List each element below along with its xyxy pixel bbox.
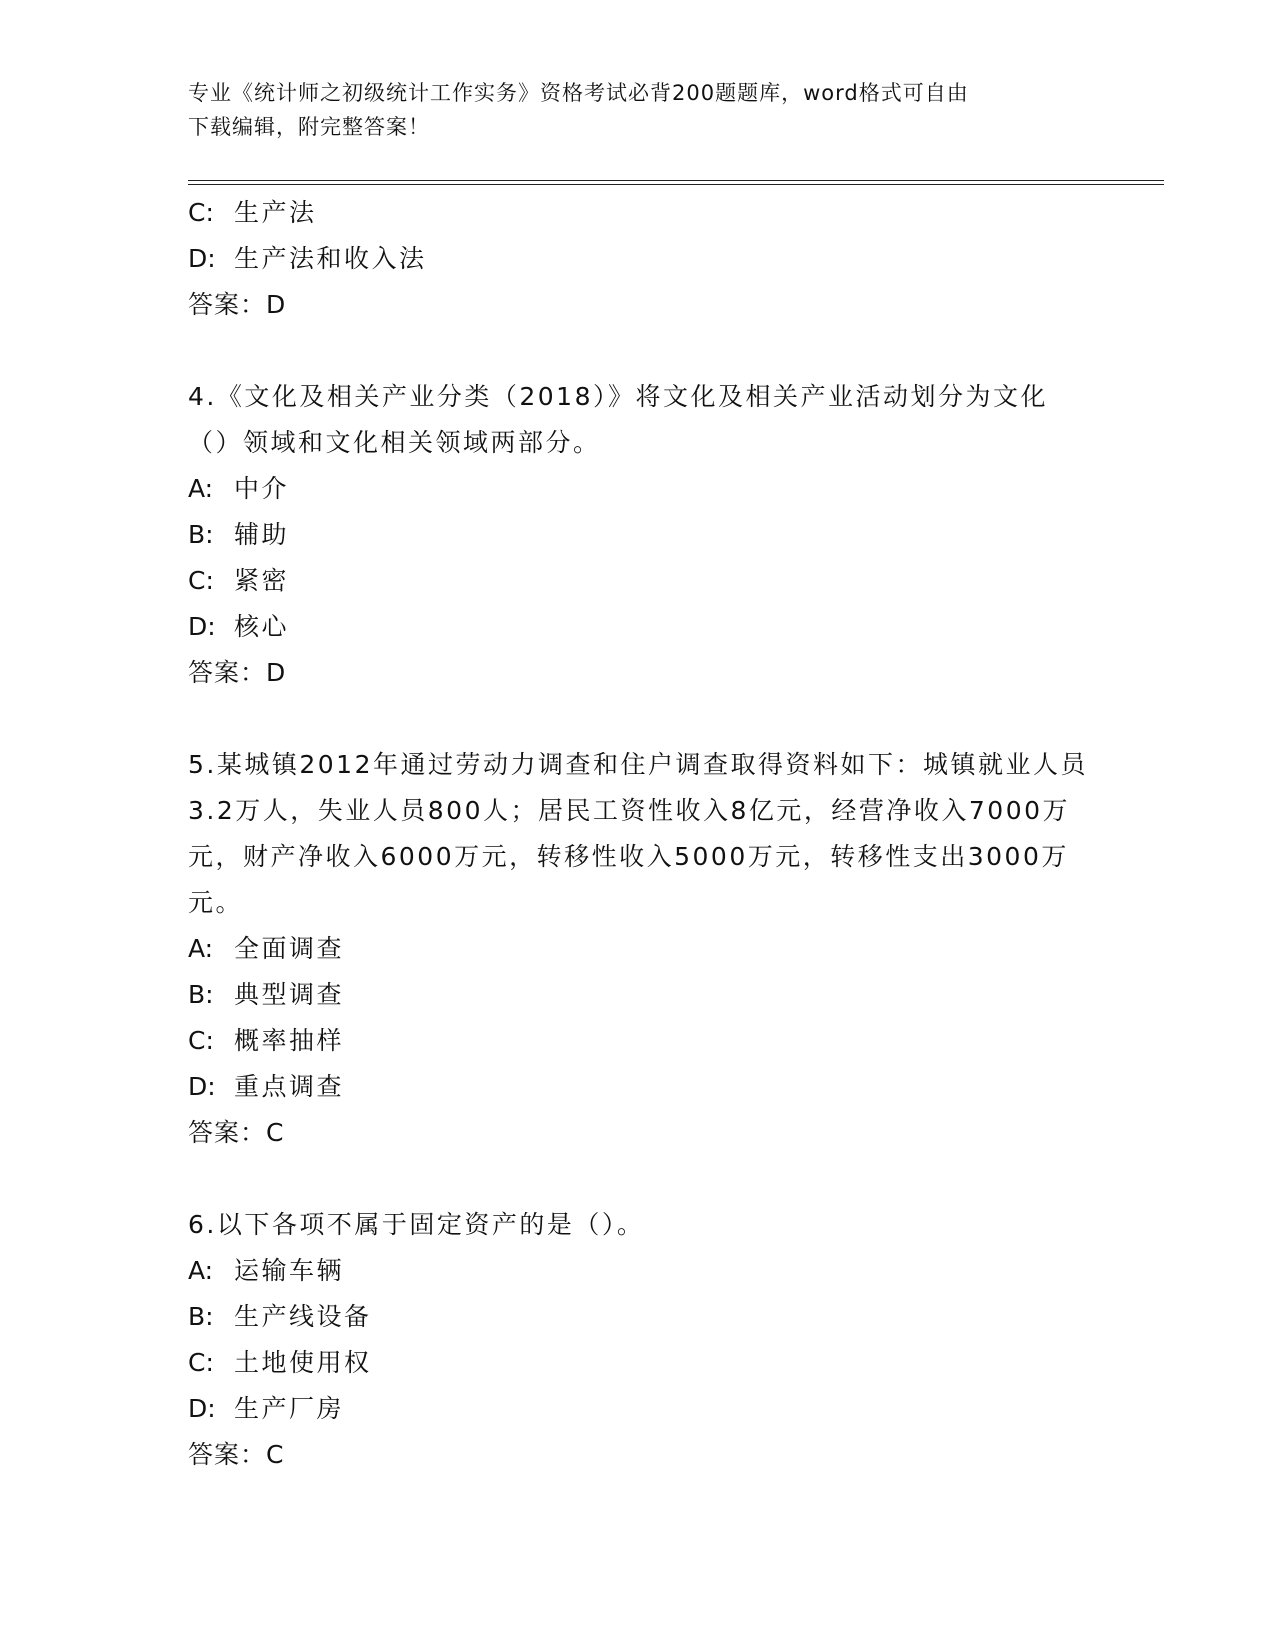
header-divider-top	[188, 180, 1164, 181]
option-b	[188, 1294, 1088, 1340]
option-a	[188, 466, 1088, 512]
option-letter: D:	[188, 612, 216, 641]
question-text: 6.以下各项不属于固定资产的是（）。	[188, 1210, 645, 1239]
spacer	[188, 1156, 1088, 1202]
option-letter: C:	[188, 198, 214, 227]
question-3-tail	[188, 190, 1088, 328]
spacer	[188, 696, 1088, 742]
option-text: 全面调查	[234, 934, 345, 963]
question-text: 5.某城镇2012年通过劳动力调查和住户调查取得资料如下：城镇就业人员3.2万人，失业人员800人；居民工资性收入8亿元，经营净收入7000万元，财产净收入6000万元，转移性收入5000万元，转移性支出3000万元。	[188, 750, 1088, 917]
answer-line	[188, 1110, 1088, 1156]
option-c	[188, 190, 1088, 236]
question-5	[188, 742, 1088, 1156]
answer-label: 答案：	[188, 1118, 267, 1147]
option-text: 生产线设备	[234, 1302, 372, 1331]
option-text: 运输车辆	[234, 1256, 345, 1285]
option-d	[188, 1064, 1088, 1110]
answer-line	[188, 650, 1088, 696]
option-letter: B:	[188, 1302, 214, 1331]
option-text: 核心	[234, 612, 290, 641]
answer-value: C	[266, 1440, 285, 1469]
option-letter: C:	[188, 1348, 214, 1377]
question-6	[188, 1202, 1088, 1478]
option-letter: C:	[188, 1026, 214, 1055]
option-text: 重点调查	[234, 1072, 345, 1101]
option-b	[188, 972, 1088, 1018]
option-letter: C:	[188, 566, 214, 595]
answer-value: C	[266, 1118, 285, 1147]
option-a	[188, 926, 1088, 972]
header-line-1: 专业《统计师之初级统计工作实务》资格考试必背200题题库，word格式可自由	[188, 81, 969, 105]
page-header	[188, 76, 1068, 144]
option-text: 概率抽样	[234, 1026, 345, 1055]
option-letter: D:	[188, 1394, 216, 1423]
option-b	[188, 512, 1088, 558]
option-a	[188, 1248, 1088, 1294]
option-text: 中介	[234, 474, 290, 503]
option-letter: A:	[188, 1256, 214, 1285]
spacer	[188, 328, 1088, 374]
question-4	[188, 374, 1088, 696]
option-letter: B:	[188, 520, 214, 549]
option-text: 典型调查	[234, 980, 345, 1009]
option-c	[188, 1340, 1088, 1386]
option-letter: D:	[188, 1072, 216, 1101]
option-letter: B:	[188, 980, 214, 1009]
header-divider-bottom	[188, 184, 1164, 185]
header-line-2: 下载编辑，附完整答案！	[188, 115, 430, 139]
option-letter: D:	[188, 244, 216, 273]
option-text: 土地使用权	[234, 1348, 372, 1377]
option-text: 辅助	[234, 520, 290, 549]
answer-label: 答案：	[188, 290, 267, 319]
answer-label: 答案：	[188, 658, 267, 687]
option-text: 紧密	[234, 566, 290, 595]
answer-label: 答案：	[188, 1440, 267, 1469]
answer-value: D	[266, 658, 287, 687]
option-text: 生产法和收入法	[234, 244, 427, 273]
option-text: 生产厂房	[234, 1394, 345, 1423]
option-letter: A:	[188, 474, 214, 503]
question-text: 4.《文化及相关产业分类（2018）》将文化及相关产业活动划分为文化（）领域和文化相关领域两部分。	[188, 382, 1048, 457]
option-c	[188, 1018, 1088, 1064]
option-d	[188, 1386, 1088, 1432]
answer-line	[188, 1432, 1088, 1478]
answer-line	[188, 282, 1088, 328]
option-text: 生产法	[234, 198, 317, 227]
option-d	[188, 236, 1088, 282]
option-d	[188, 604, 1088, 650]
answer-value: D	[266, 290, 287, 319]
option-letter: A:	[188, 934, 214, 963]
option-c	[188, 558, 1088, 604]
question-content	[188, 190, 1088, 1478]
